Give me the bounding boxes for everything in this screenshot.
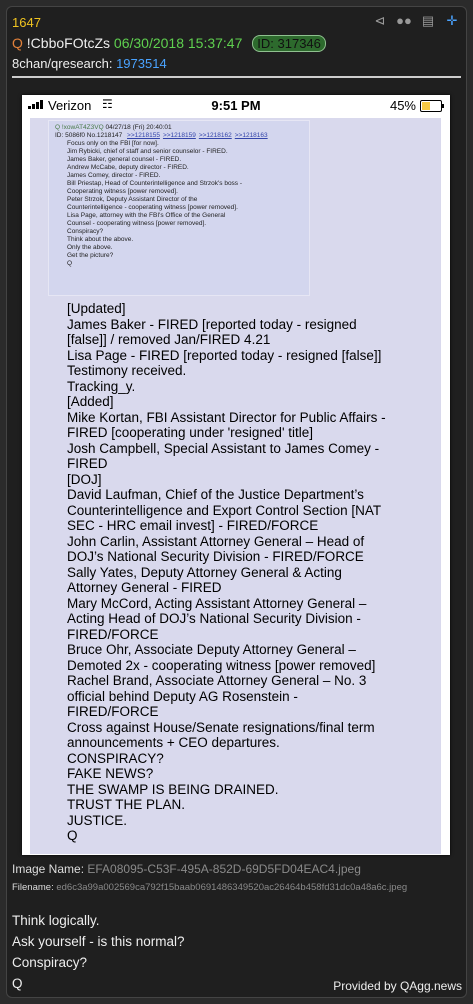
attached-screenshot[interactable] — [22, 95, 450, 855]
body-line: James Baker - FIRED [reported today - resigned — [67, 316, 357, 332]
battery-percent: 45% — [389, 98, 416, 113]
image-name-label: Image Name: — [12, 862, 85, 876]
document-page — [30, 118, 441, 854]
quoted-id-line — [55, 132, 303, 140]
file-name-value[interactable]: ed6c3a99a002569ca792f15baab0691486349520ac26464b458fd31dc0a48a6c.jpeg — [56, 882, 408, 893]
body-line: official behind Deputy AG Rosenstein - — [67, 688, 298, 704]
file-name — [12, 882, 407, 893]
image-name — [12, 862, 361, 876]
message-line: Ask yourself - is this normal? — [12, 934, 185, 949]
body-line: JUSTICE. — [67, 812, 128, 828]
quoted-date: 04/27/18 (Fri) 20:40:01 — [105, 124, 172, 131]
body-line: Bruce Ohr, Associate Deputy Attorney General – — [67, 642, 356, 657]
quoted-line: James Comey, director - FIRED. — [67, 172, 161, 179]
screenshot-body-text — [67, 301, 439, 844]
quoted-header — [55, 124, 303, 132]
board-line — [12, 56, 167, 71]
body-line: Acting Head of DOJ’s National Security Division - — [67, 611, 361, 626]
quoted-line: Lisa Page, attorney with the FBI's Office of the General — [67, 212, 226, 219]
carrier-name: Verizon — [48, 98, 92, 113]
quoted-line: Counterintelligence - cooperating witness [power removed]. — [67, 204, 238, 211]
phone-time: 9:51 PM — [211, 98, 261, 113]
image-name-value[interactable]: EFA08095-C53F-495A-852D-69D5FD04EAC4.jpeg — [87, 862, 361, 876]
body-line: THE SWAMP IS BEING DRAINED. — [67, 781, 279, 797]
quoted-line: Counsel - cooperating witness [power removed]. — [67, 220, 207, 227]
body-line: John Carlin, Assistant Attorney General – Head of — [67, 533, 365, 549]
body-line: Counterintelligence and Export Control Section [NAT — [67, 502, 382, 518]
body-line: Rachel Brand, Associate Attorney General – No. 3 — [67, 673, 367, 688]
body-line: FIRED/FORCE — [67, 704, 159, 719]
post-actions — [372, 14, 460, 28]
body-line: announcements + CEO departures. — [67, 735, 280, 750]
post-number[interactable]: 1647 — [12, 15, 41, 30]
body-line: [false]] / removed Jan/FIRED 4.21 — [67, 332, 271, 347]
body-line: FIRED [cooperating under 'resigned' title] — [67, 425, 314, 440]
id-badge[interactable]: ID: 317346 — [252, 35, 326, 52]
wifi-icon: ☶ — [102, 97, 113, 111]
quoted-line: Jim Rybicki, chief of staff and senior counselor - FIRED. — [67, 148, 228, 155]
body-line: Demoted 2x - cooperating witness [power removed] — [67, 657, 376, 673]
quoted-line: Think about the above. — [67, 236, 134, 243]
document-icon[interactable]: ▤ — [421, 13, 435, 28]
quoted-line: Get the picture? — [67, 252, 114, 259]
quoted-reply-link[interactable]: >>1218163 — [234, 132, 268, 139]
quoted-id: ID: 5086f0 No.1218147 — [55, 132, 123, 139]
body-line: FIRED/FORCE — [67, 626, 159, 642]
message-line: Q — [12, 976, 23, 991]
body-line: SEC - HRC email invest] - FIRED/FORCE — [67, 518, 319, 533]
post-meta — [12, 35, 326, 52]
body-line: [Updated] — [67, 301, 126, 316]
share-icon[interactable]: ⊲ — [374, 13, 386, 28]
quoted-line: Only the above. — [67, 244, 113, 251]
body-line: TRUST THE PLAN. — [67, 797, 186, 812]
quoted-line: James Baker, general counsel - FIRED. — [67, 156, 182, 163]
quoted-name: Q !xowAT4Z3VQ — [55, 124, 104, 131]
body-line: FAKE NEWS? — [67, 766, 154, 781]
body-line: Q — [67, 828, 78, 843]
file-name-label: Filename: — [12, 882, 54, 893]
body-line: Mary McCord, Acting Assistant Attorney General – — [67, 595, 367, 611]
q-label: Q — [12, 35, 23, 51]
quoted-reply-link[interactable]: >>1218159 — [162, 132, 196, 139]
quoted-line: Peter Strzok, Deputy Assistant Director of the — [67, 196, 198, 203]
battery-icon — [420, 100, 442, 112]
body-line: Mike Kortan, FBI Assistant Director for Public Affairs - — [67, 409, 386, 425]
body-line: CONSPIRACY? — [67, 750, 164, 766]
body-line: DOJ’s National Security Division - FIRED/FORCE — [67, 549, 364, 564]
quoted-line: Bill Priestap, Head of Counterintelligence and Strzok's boss - — [67, 180, 243, 187]
body-line: David Laufman, Chief of the Justice Department’s — [67, 487, 364, 502]
body-line: Attorney General - FIRED — [67, 580, 222, 595]
body-line: Cross against House/Senate resignations/final term — [67, 719, 375, 735]
message-line: Think logically. — [12, 913, 100, 928]
thread-link[interactable]: 1973514 — [116, 56, 167, 71]
quoted-line: Cooperating witness [power removed]. — [67, 188, 178, 195]
quoted-line: Q — [67, 260, 73, 267]
divider — [12, 76, 461, 78]
quoted-line: Focus only on the FBI [for now]. — [67, 140, 159, 147]
quoted-line: Andrew McCabe, deputy director - FIRED. — [67, 164, 189, 171]
quoted-reply-link[interactable]: >>1218155 — [127, 132, 160, 139]
tripcode: !CbboFOtcZs — [26, 35, 111, 51]
post-message — [12, 910, 185, 994]
body-line: Lisa Page - FIRED [reported today - resigned [false]] — [67, 347, 382, 363]
board-name: 8chan/qresearch: — [12, 56, 113, 71]
body-line: FIRED — [67, 456, 108, 471]
glasses-icon[interactable]: ●● — [396, 13, 412, 28]
message-line: Conspiracy? — [12, 955, 88, 970]
move-icon[interactable]: ✛ — [446, 13, 458, 28]
quoted-line: Conspiracy? — [67, 228, 104, 235]
body-line: Tracking_y. — [67, 378, 136, 394]
body-line: [Added] — [67, 394, 114, 409]
body-line: Josh Campbell, Special Assistant to James Comey - — [67, 440, 380, 456]
quoted-reply-link[interactable]: >>1218162 — [198, 132, 232, 139]
body-line: Testimony received. — [67, 363, 187, 378]
quoted-post — [48, 120, 310, 296]
body-line: Sally Yates, Deputy Attorney General & Acting — [67, 564, 342, 580]
body-line: [DOJ] — [67, 471, 102, 487]
post-card — [6, 6, 467, 998]
post-date: 06/30/2018 15:37:47 — [113, 35, 243, 51]
provided-by[interactable]: Provided by QAgg.news — [333, 979, 462, 993]
phone-status-bar — [22, 95, 450, 117]
